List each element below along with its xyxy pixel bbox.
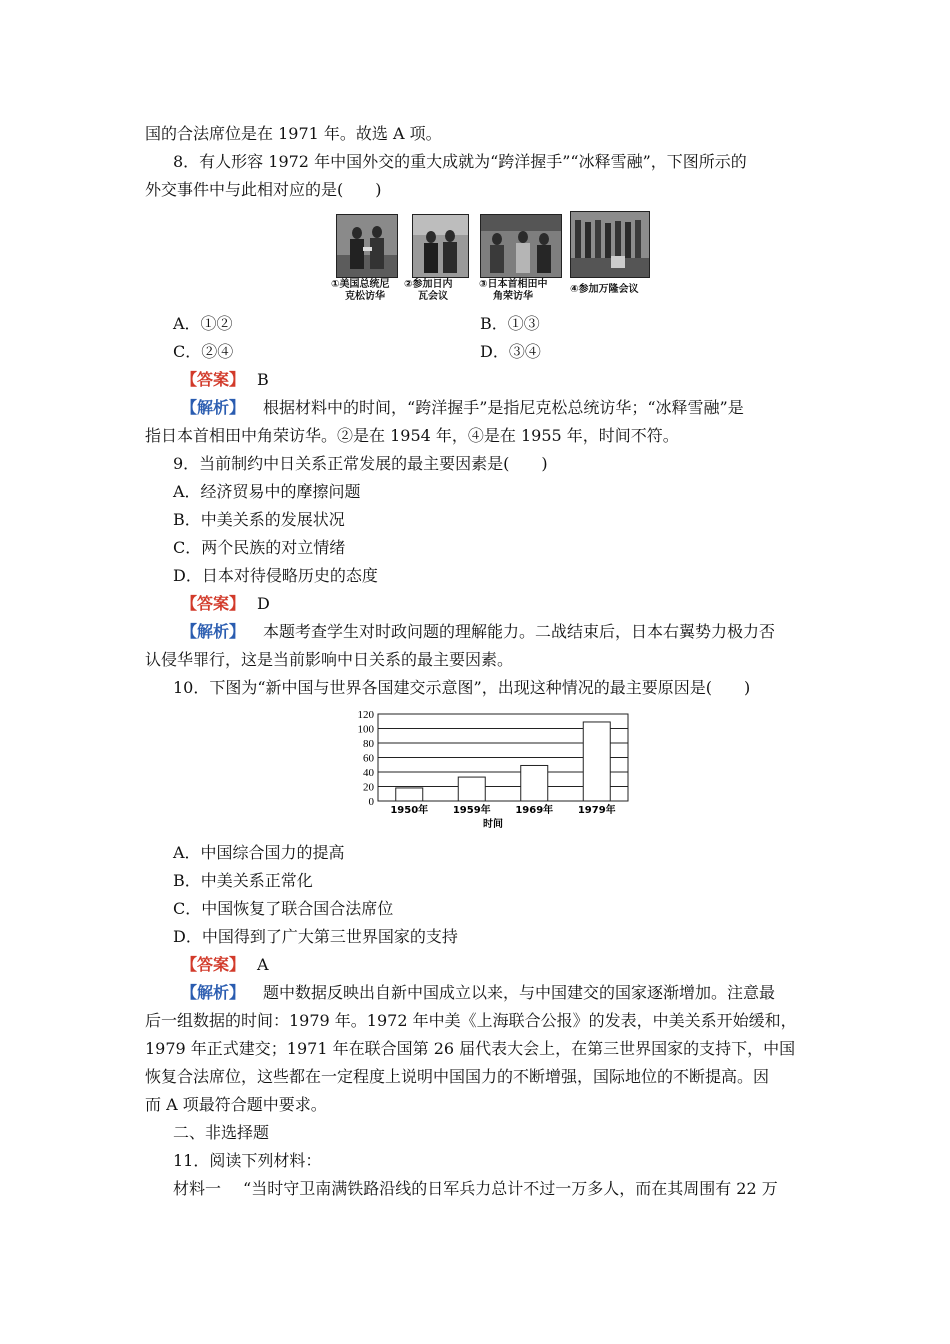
bar	[583, 722, 610, 801]
x-tick-label: 1969年	[515, 805, 554, 816]
x-axis-label: 时间	[483, 819, 503, 830]
question-10-stem: 10．下图为“新中国与世界各国建交示意图”，出现这种情况的最主要原因是( )	[173, 678, 751, 697]
photo-caption: ③日本首相田中 角荣访华	[479, 279, 548, 302]
diplomatic-relations-chart	[340, 706, 640, 834]
analysis-line	[181, 621, 775, 643]
photo-caption: ①美国总统尼 克松访华	[331, 279, 390, 302]
option-d: D．日本对待侵略历史的态度	[173, 566, 378, 585]
answer-tag: 【答案】	[181, 370, 246, 389]
y-tick-label: 0	[368, 796, 374, 808]
option-c: C．中国恢复了联合国合法席位	[173, 899, 394, 918]
analysis-text: 本题考查学生对时政问题的理解能力。二战结束后，日本右翼势力极力否	[263, 622, 776, 641]
question-8-stem-cont: 外交事件中与此相对应的是( )	[145, 180, 382, 199]
analysis-tag: 【解析】	[181, 398, 246, 417]
analysis-text: 题中数据反映出自新中国成立以来，与中国建交的国家逐渐增加。注意最	[263, 983, 776, 1002]
option-d: D．③④	[480, 342, 541, 361]
x-tick-label: 1979年	[577, 805, 616, 816]
photo-caption: ②参加日内 瓦会议	[404, 279, 453, 302]
y-tick-label: 40	[363, 767, 374, 779]
analysis-line	[181, 982, 775, 1004]
x-tick-label: 1950年	[390, 805, 429, 816]
analysis-text-cont: 恢复合法席位，这些都在一定程度上说明中国国力的不断增强，国际地位的不断提高。因	[145, 1067, 770, 1086]
analysis-text-cont: 认侵华罪行，这是当前影响中日关系的最主要因素。	[145, 650, 514, 669]
question-11-stem: 11．阅读下列材料：	[173, 1151, 322, 1170]
question-8-stem: 8．有人形容 1972 年中国外交的重大成就为“跨洋握手”“冰释雪融”，下图所示的	[173, 152, 747, 171]
x-tick-label: 1959年	[452, 805, 491, 816]
answer-tag: 【答案】	[181, 955, 246, 974]
text-line: 国的合法席位是在 1971 年。故选 A 项。	[145, 124, 442, 143]
analysis-line	[181, 397, 744, 419]
analysis-text: 根据材料中的时间，“跨洋握手”是指尼克松总统访华；“冰释雪融”是	[263, 398, 744, 417]
analysis-tag: 【解析】	[181, 622, 246, 641]
y-tick-label: 120	[357, 709, 374, 721]
photo-bandung-conference	[570, 211, 650, 278]
option-a: A．经济贸易中的摩擦问题	[173, 482, 361, 501]
answer-value: B	[257, 370, 269, 389]
photo-geneva-conference	[412, 214, 469, 278]
option-a: A．①②	[173, 314, 233, 333]
answer-value: D	[257, 594, 270, 613]
material-text: “当时守卫南满铁路沿线的日军兵力总计不过一万多人，而在其周围有 22 万	[243, 1179, 778, 1198]
photo-nixon-visit	[336, 214, 398, 278]
y-tick-label: 60	[363, 752, 374, 765]
question-9-stem: 9．当前制约中日关系正常发展的最主要因素是( )	[173, 454, 548, 473]
answer-line	[181, 954, 269, 976]
answer-line	[181, 369, 269, 391]
analysis-text-cont: 后一组数据的时间：1979 年。1972 年中美《上海联合公报》的发表，中美关系开始缓和，	[145, 1011, 797, 1030]
bar	[521, 765, 548, 801]
analysis-tag: 【解析】	[181, 983, 246, 1002]
option-d: D．中国得到了广大第三世界国家的支持	[173, 927, 458, 946]
photo-tanaka-visit	[480, 214, 562, 278]
option-b: B．①③	[480, 314, 540, 333]
option-a: A．中国综合国力的提高	[173, 843, 345, 862]
material-1-line	[173, 1178, 778, 1200]
analysis-text-cont: 而 A 项最符合题中要求。	[145, 1095, 327, 1114]
y-tick-label: 80	[363, 738, 374, 750]
answer-line	[181, 593, 270, 615]
analysis-text-cont: 指日本首相田中角荣访华。②是在 1954 年，④是在 1955 年，时间不符。	[145, 426, 679, 445]
bar	[396, 788, 423, 801]
option-b: B．中美关系正常化	[173, 871, 313, 890]
photo-caption: ④参加万隆会议	[570, 284, 639, 295]
section-heading: 二、非选择题	[173, 1123, 270, 1142]
answer-tag: 【答案】	[181, 594, 246, 613]
material-label: 材料一	[173, 1179, 222, 1198]
y-tick-label: 100	[357, 723, 374, 736]
y-tick-label: 20	[363, 781, 374, 794]
option-c: C．②④	[173, 342, 234, 361]
answer-value: A	[257, 955, 269, 974]
analysis-text-cont: 1979 年正式建交；1971 年在联合国第 26 届代表大会上，在第三世界国家的支持下，中国	[145, 1039, 796, 1058]
option-b: B．中美关系的发展状况	[173, 510, 345, 529]
option-c: C．两个民族的对立情绪	[173, 538, 346, 557]
bar	[458, 777, 485, 801]
